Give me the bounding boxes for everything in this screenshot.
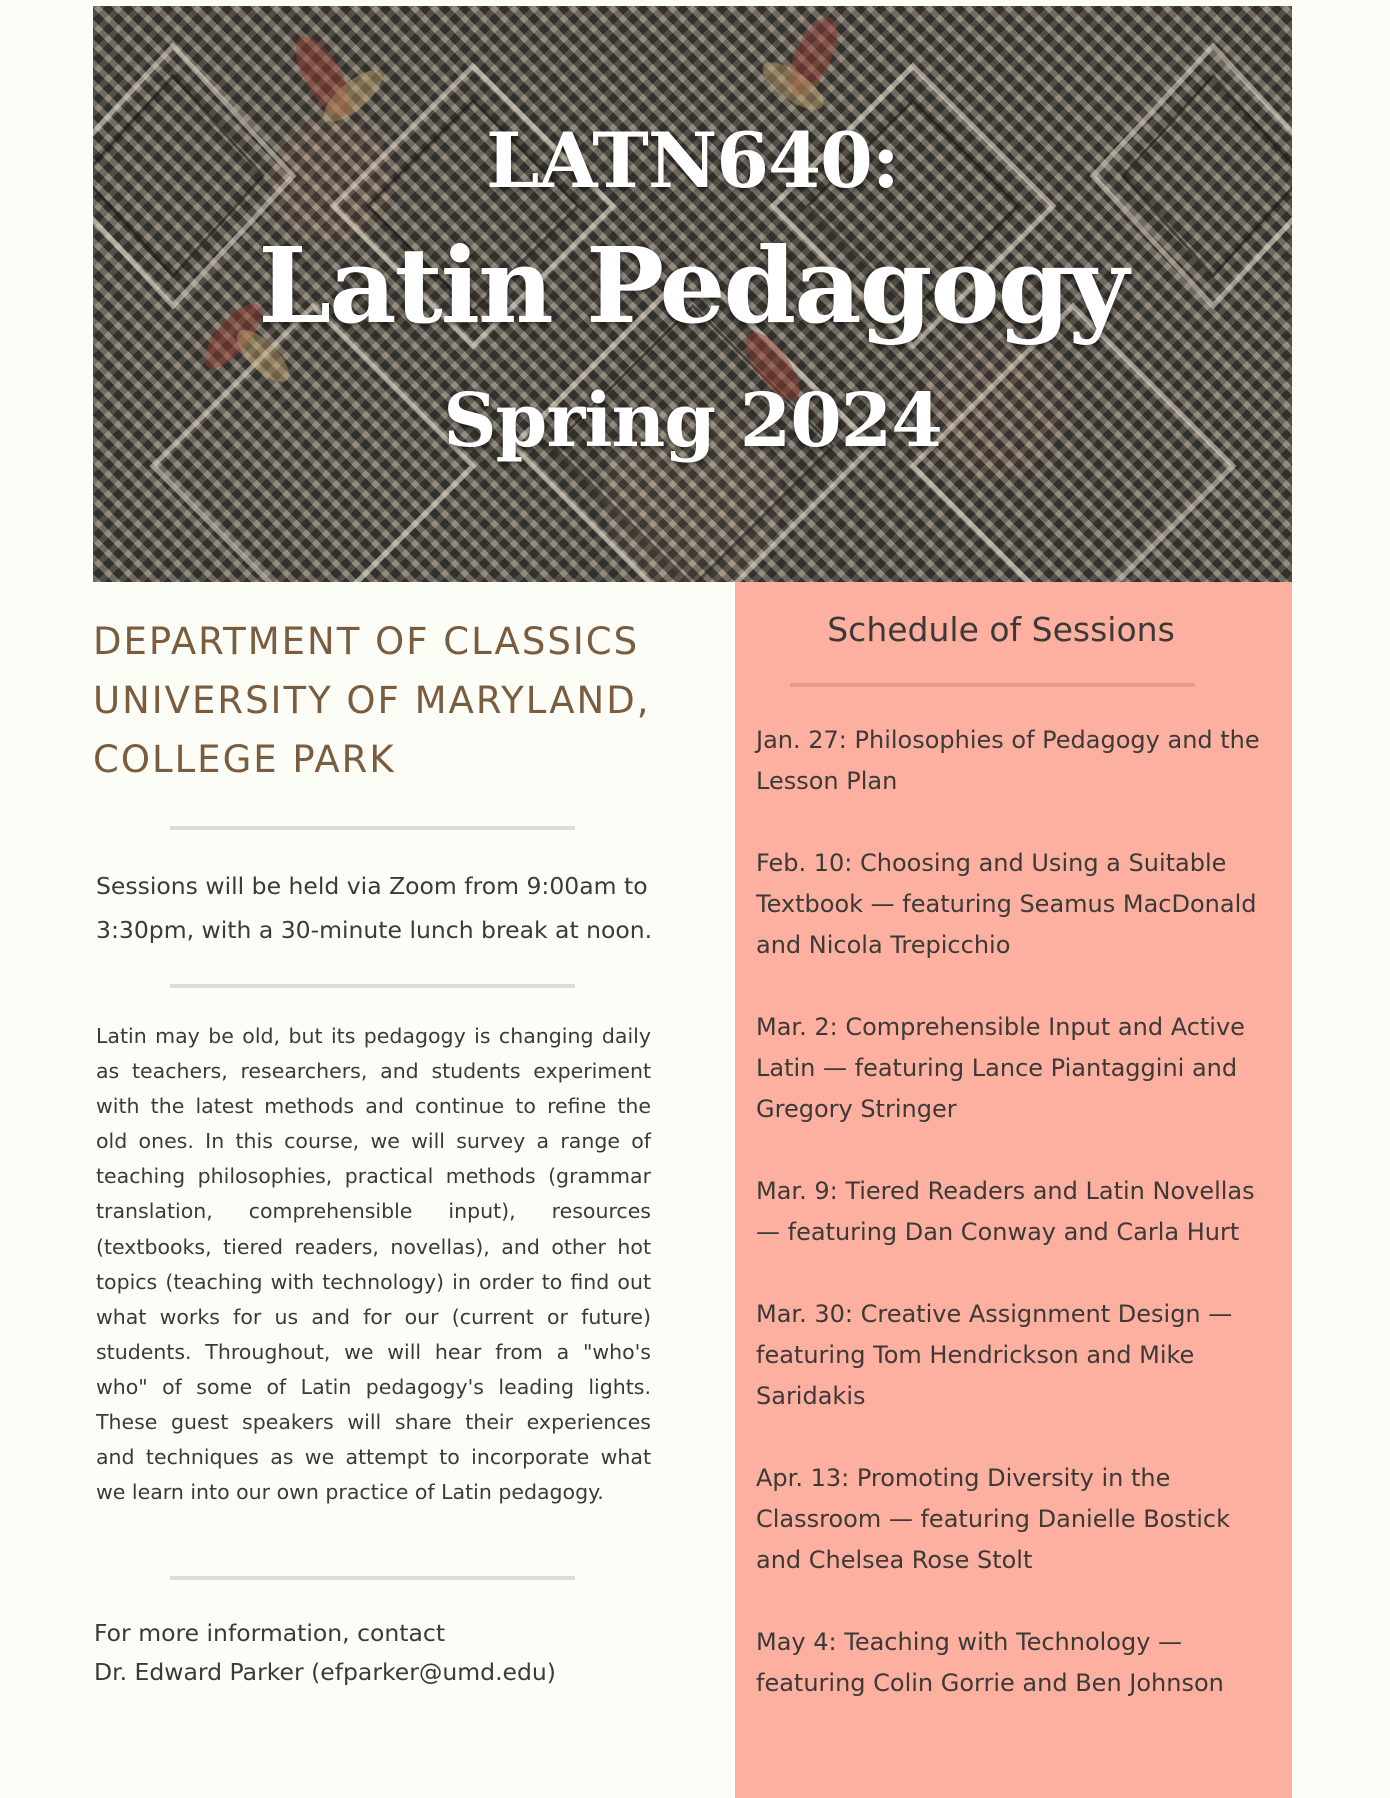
schedule-divider [790,683,1195,687]
divider [170,1576,575,1580]
university-line: UNIVERSITY OF MARYLAND, [93,679,651,722]
session-item: Mar. 30: Creative Assignment Design — featuring Tom Hendrickson and Mike Saridakis [756,1300,1233,1410]
course-term: Spring 2024 [443,378,942,464]
session-list [756,720,1276,1745]
session-item: May 4: Teaching with Technology — featuring Colin Gorrie and Ben Johnson [756,1628,1224,1697]
session-item: Mar. 9: Tiered Readers and Latin Novellas — featuring Dan Conway and Carla Hurt [756,1177,1255,1246]
divider [170,826,575,830]
contact-person: Dr. Edward Parker (efparker@umd.edu) [94,1658,556,1686]
session-item: Mar. 2: Comprehensible Input and Active Latin — featuring Lance Piantaggini and Gregory Stringer [756,1013,1245,1123]
campus-line: COLLEGE PARK [93,738,396,781]
course-description: Latin may be old, but its pedagogy is changing daily as teachers, researchers, and students experiment with the latest methods and continue to refine the old ones. In this course, we will survey a range of teaching philosophies, practical methods (grammar translation, comprehensible input), resources (textbooks, tiered readers, novellas), and other hot topics (teaching with technology) in order to find out what works for us and for our (current or future) students. Throughout, we will hear from a "who's who" of some of Latin pedagogy's leading lights. These guest speakers will share their experiences and techniques as we attempt to incorporate what we learn into our own practice of Latin pedagogy. [96,1024,651,1505]
schedule-panel [735,582,1292,1798]
session-item: Jan. 27: Philosophies of Pedagogy and the Lesson Plan [756,726,1260,795]
contact-prompt: For more information, contact [94,1619,446,1647]
sessions-info: Sessions will be held via Zoom from 9:00am to 3:30pm, with a 30-minute lunch break at noon. [96,872,653,944]
department-line: DEPARTMENT OF CLASSICS [93,620,640,663]
header-banner [93,6,1292,582]
divider [170,984,575,988]
department-heading [93,612,693,789]
course-title: Latin Pedagogy [258,224,1127,347]
course-code: LATN640: [486,116,899,205]
session-item: Feb. 10: Choosing and Using a Suitable Textbook — featuring Seamus MacDonald and Nicola Trepicchio [756,849,1257,959]
schedule-title: Schedule of Sessions [827,610,1175,649]
session-item: Apr. 13: Promoting Diversity in the Classroom — featuring Danielle Bostick and Chelsea Rose Stolt [756,1464,1231,1574]
contact-info [94,1614,694,1692]
